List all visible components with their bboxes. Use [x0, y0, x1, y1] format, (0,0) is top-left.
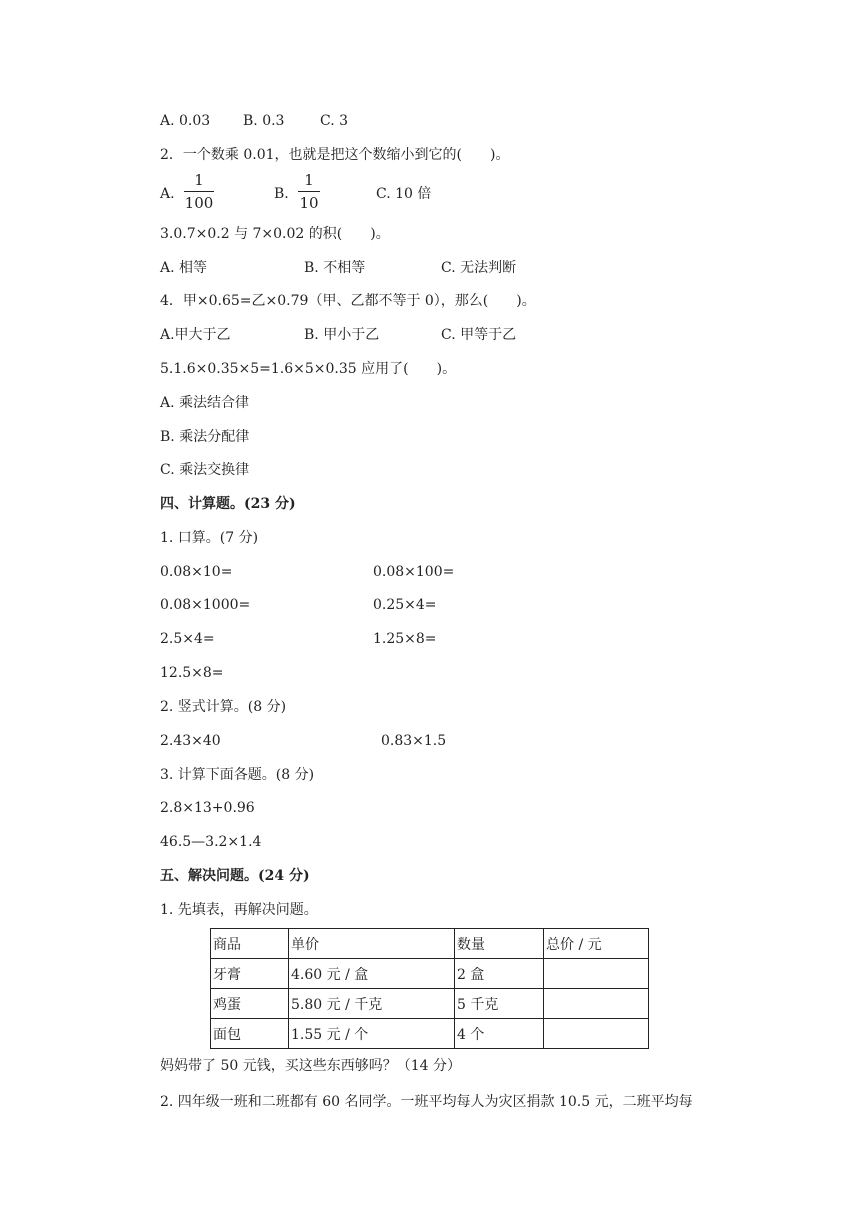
option-c: C. 10 倍: [376, 186, 432, 202]
option-b: B. 甲小于乙: [304, 327, 380, 343]
option-c: C. 无法判断: [441, 260, 517, 276]
option-c: C. 乘法交换律: [160, 462, 250, 478]
question-stem: 4．甲×0.65=乙×0.79（甲、乙都不等于 0），那么( )。: [160, 293, 536, 309]
table-row: [211, 959, 649, 989]
fraction-bar: [298, 191, 320, 192]
table-cell: 鸡蛋: [211, 989, 289, 1019]
table-cell: 1.55 元 / 个: [289, 1019, 455, 1049]
sub-question: 妈妈带了 50 元钱，买这些东西够吗？（14 分）: [160, 1058, 461, 1074]
denominator: 10: [299, 194, 319, 212]
option-a: A. 乘法结合律: [160, 395, 250, 411]
oral-item: 0.25×4=: [373, 597, 437, 613]
denominator: 100: [184, 194, 214, 212]
table-cell-blank[interactable]: [544, 1019, 649, 1049]
section-title: 四、计算题。(23 分): [160, 496, 296, 512]
option-a: A. 0.03: [160, 113, 211, 129]
table-cell: 面包: [211, 1019, 289, 1049]
question-stem: 3.0.7×0.2 与 7×0.02 的积( )。: [160, 226, 390, 242]
table-header-row: [211, 929, 649, 959]
fraction-one-tenth: [298, 172, 320, 211]
table-header: 单价: [289, 929, 455, 959]
table-cell: 5.80 元 / 千克: [289, 989, 455, 1019]
section-title: 五、解决问题。(24 分): [160, 868, 310, 884]
table-cell-blank[interactable]: [544, 959, 649, 989]
numerator: 1: [194, 171, 204, 189]
price-table: [210, 928, 649, 1049]
table-row: [211, 1019, 649, 1049]
vertical-item: 0.83×1.5: [381, 733, 447, 749]
option-a: A.甲大于乙: [160, 327, 231, 343]
sub-question: 2. 竖式计算。(8 分): [160, 699, 287, 715]
option-b-label: B.: [274, 186, 289, 202]
option-a-label: A.: [160, 186, 175, 202]
numerator: 1: [304, 171, 314, 189]
table-cell: 牙膏: [211, 959, 289, 989]
calc-item: 2.8×13+0.96: [160, 800, 255, 816]
table-cell: 4 个: [455, 1019, 544, 1049]
option-a: A. 相等: [160, 260, 208, 276]
option-b: B. 乘法分配律: [160, 429, 250, 445]
oral-item: 0.08×100=: [373, 564, 455, 580]
calc-item: 46.5—3.2×1.4: [160, 834, 262, 850]
sub-question: 1. 口算。(7 分): [160, 530, 259, 546]
table-cell: 5 千克: [455, 989, 544, 1019]
oral-item: 0.08×1000=: [160, 597, 251, 613]
question-stem: 2．一个数乘 0.01，也就是把这个数缩小到它的( )。: [160, 147, 510, 163]
vertical-item: 2.43×40: [160, 733, 221, 749]
oral-item: 0.08×10=: [160, 564, 233, 580]
table-header: 商品: [211, 929, 289, 959]
sub-question: 3. 计算下面各题。(8 分): [160, 767, 315, 783]
question-stem: 5.1.6×0.35×5=1.6×5×0.35 应用了( )。: [160, 361, 457, 377]
option-b: B. 0.3: [243, 113, 285, 129]
table-header: 总价 / 元: [544, 929, 649, 959]
table-row: [211, 989, 649, 1019]
fraction-one-hundredth: [184, 172, 214, 211]
option-c: C. 甲等于乙: [441, 327, 517, 343]
table-cell: 4.60 元 / 盒: [289, 959, 455, 989]
option-b: B. 不相等: [304, 260, 366, 276]
option-c: C. 3: [320, 113, 349, 129]
fraction-bar: [184, 191, 214, 192]
table-header: 数量: [455, 929, 544, 959]
oral-item: 2.5×4=: [160, 631, 215, 647]
oral-item: 12.5×8=: [160, 665, 224, 681]
sub-question: 1. 先填表，再解决问题。: [160, 902, 318, 918]
oral-item: 1.25×8=: [373, 631, 437, 647]
sub-question: 2. 四年级一班和二班都有 60 名同学。一班平均每人为灾区捐款 10.5 元，二班平均每: [160, 1094, 693, 1110]
table-cell: 2 盒: [455, 959, 544, 989]
table-cell-blank[interactable]: [544, 989, 649, 1019]
